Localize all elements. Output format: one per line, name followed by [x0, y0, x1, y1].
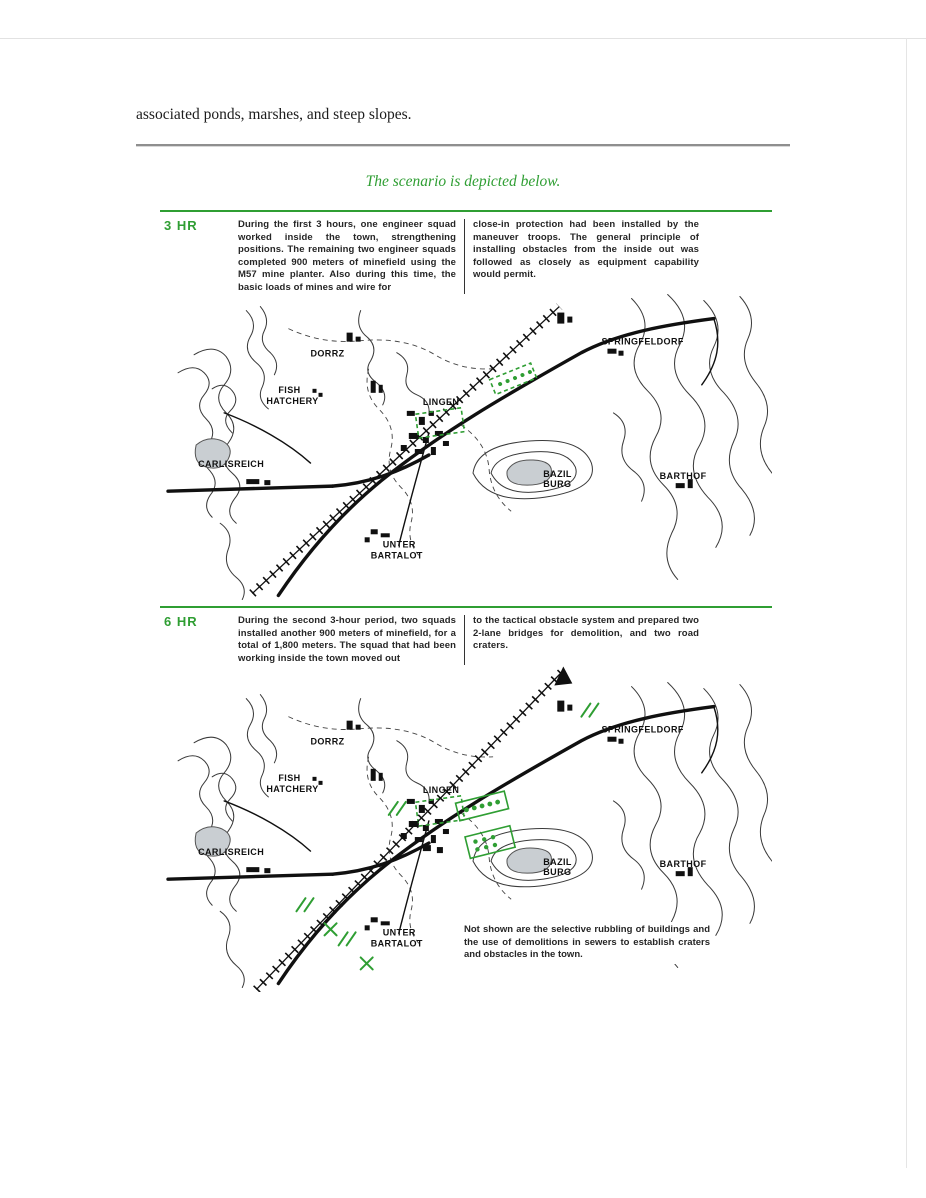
roads: [168, 319, 718, 596]
figure-top-rule: [160, 210, 772, 212]
intro-text: associated ponds, marshes, and steep slopes.: [136, 106, 412, 123]
map-label: BARTALOT: [370, 938, 423, 949]
column-divider: [464, 615, 465, 665]
map-label: FISH: [278, 384, 301, 395]
map-label: BARTHOF: [659, 471, 707, 482]
map-label: BARTALOT: [370, 550, 423, 561]
additional-minefield-symbols: [456, 791, 516, 858]
map-label: LINGEN: [422, 784, 460, 795]
scan-artifact-line-right: [906, 38, 907, 1168]
figure-top-rule: [160, 606, 772, 608]
buildings: [246, 701, 692, 931]
figure-caption: The scenario is depicted below.: [365, 173, 561, 190]
text-columns: [238, 219, 768, 294]
map-3hr: [160, 292, 772, 600]
map-label: DORRZ: [310, 348, 345, 359]
figure-6hr: [160, 606, 772, 992]
boundary-dashed-lines: [288, 329, 511, 556]
horizontal-rule: [136, 144, 790, 147]
map-label: HATCHERY: [266, 395, 319, 406]
map-label: BURG: [543, 479, 572, 490]
map-label: UNTER: [382, 539, 416, 550]
map-label: UNTER: [382, 927, 416, 938]
map-label: BURG: [543, 867, 572, 878]
map-labels: [198, 337, 706, 561]
map-label: LINGEN: [422, 396, 460, 407]
paragraph-left: During the first 3 hours, one engineer squad worked inside the town, strengthening positions. The remaining two engineer squads completed 900 meters of minefield using the M57 mine planter. Also during this time, the basic loads of mines and wire for: [238, 219, 456, 293]
map-label: SPRINGFELDORF: [601, 336, 684, 347]
boundary-dashed-lines: [288, 717, 511, 944]
map-label: HATCHERY: [266, 783, 319, 794]
figure-3hr: [160, 210, 772, 602]
map-label: BARTHOF: [659, 859, 707, 870]
text-columns: [238, 615, 768, 665]
map-label: CARLISREICH: [198, 459, 265, 470]
paragraph-right: to the tactical obstacle system and prepared two 2-lane bridges for demolition, and two road craters.: [473, 615, 699, 652]
map-labels: [198, 725, 706, 949]
map-label: FISH: [278, 772, 301, 783]
paragraph-left: During the second 3-hour period, two squads installed another 900 meters of minefield, for a total of 1,800 meters. The squad that had been working inside the town moved out: [238, 615, 456, 664]
paragraph-right: close-in protection had been installed by the maneuver troops. The general principle of installing obstacles from the inside out was followed as closely as equipment capability would permit.: [473, 219, 699, 281]
map-label: DORRZ: [310, 736, 345, 747]
scan-artifact-line-top: [0, 38, 926, 39]
arrowhead-icon: [554, 666, 572, 685]
map-label: BAZIL: [543, 857, 572, 868]
column-divider: [464, 219, 465, 294]
map-label: SPRINGFELDORF: [601, 724, 684, 735]
panel-header-3hr: 3 HR: [164, 218, 198, 233]
panel-header-6hr: 6 HR: [164, 614, 198, 629]
map-note: Not shown are the selective rubbling of buildings and the use of demolitions in sewers to establish craters and obstacles in the town.: [462, 922, 712, 964]
map-label: CARLISREICH: [198, 847, 265, 858]
map-label: BAZIL: [543, 469, 572, 480]
buildings: [246, 313, 692, 543]
